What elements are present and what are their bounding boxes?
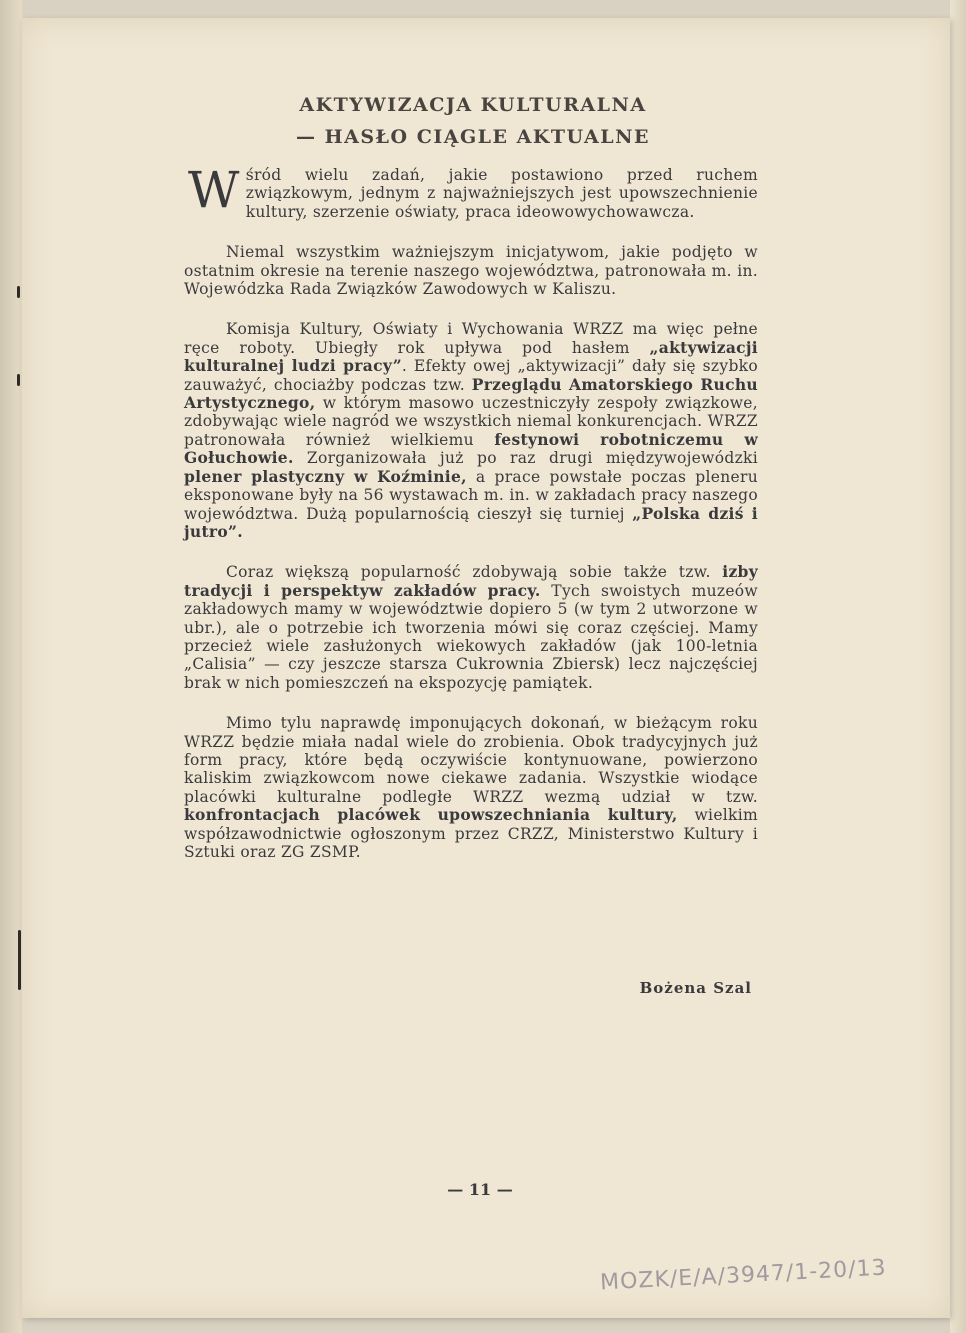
drop-cap: W (188, 161, 240, 219)
binding-mark (17, 286, 20, 298)
bold-run: „aktywizacji kulturalnej ludzi pracy” (184, 337, 758, 376)
bold-run: festynowi robotniczemu w Gołuchowie. (184, 429, 758, 468)
text-run: Komisja Kultury, Oświaty i Wychowania WRZZ ma więc pełne ręce roboty. Ubiegły rok upływa pod hasłem (184, 320, 758, 357)
title-line-2: — HASŁO CIĄGLE AKTUALNE (296, 126, 650, 148)
bold-run: „Polska dziś i jutro”. (184, 503, 758, 541)
paragraph-1 (184, 161, 758, 221)
article-body (184, 161, 758, 883)
paragraph-3 (184, 320, 758, 541)
page-edge (950, 0, 966, 1333)
page-number: — 11 — (447, 1180, 513, 1199)
paragraph-1-text: śród wielu zadań, jakie postawiono przed ruchem związkowym, jednym z najważniejszych jest upowszechnienie kultury, szerzenie oświaty, praca ideowowychowawcza. (245, 166, 758, 221)
binding-mark (17, 374, 20, 386)
author-signature: Bożena Szal (639, 979, 752, 997)
text-run: Mimo tylu naprawdę imponujących dokonań, w bieżącym roku WRZZ będzie miała nadal wiele do zrobienia. Obok tradycyjnych już form pracy, które będą oczywiście kontynuowane, powierzono kaliskim związkowcom nowe ciekawe zadania. Wszystkie wiodące placówki kulturalne podległe WRZZ wezmą udział w tzw. (184, 714, 758, 806)
bold-run: plener plastyczny w Koźminie, (184, 466, 467, 486)
title-line-1: AKTYWIZACJA KULTURALNA (299, 94, 647, 116)
archive-signature: MOZK/E/A/3947/1-20/13 (599, 1255, 888, 1296)
paragraph-4 (184, 563, 758, 692)
bold-run: izby tradycji i perspektyw zakładów pracy. (184, 562, 758, 600)
text-run: . Efekty owej „aktywizacji” dały się szybko zauważyć, chociażby podczas tzw. (184, 357, 758, 394)
text-run: Tych swoistych muzeów zakładowych mamy w województwie dopiero 5 (w tym 2 utworzone w ubr.), ale o potrzebie ich tworzenia mówi się coraz częściej. Mamy przecież wiele zasłużonych wiekowych zakładów (jak 100-letnia „Calisia” — czy jeszcze starsza Cukrownia Zbiersk) lecz najczęściej brak w nich pomieszczeń na ekspozycję pamiątek. (184, 581, 758, 692)
text-run: w którym masowo uczestniczyły zespoły związkowe, zdobywając wiele nagród we wszystkich niemal konkurencjach. WRZZ patronowała również wielkiemu (184, 394, 758, 449)
bold-run: Przeglądu Amatorskiego Ruchu Artystycznego, (184, 374, 758, 413)
binding-mark (18, 930, 21, 990)
article-title (180, 89, 766, 153)
paragraph-5 (184, 714, 758, 861)
text-run: wielkim współzawodnictwie ogłoszonym przez CRZZ, Ministerstwo Kultury i Sztuki oraz ZG ZSMP. (184, 806, 758, 861)
text-run: a prace powstałe poczas pleneru eksponowane były na 56 wystawach m. in. w zakładach pracy naszego województwa. Dużą popularnością cieszył się turniej (184, 467, 758, 523)
paragraph-2: Niemal wszystkim ważniejszym inicjatywom, jakie podjęto w ostatnim okresie na terenie naszego województwa, patronowała m. in. Wojewódzka Rada Związków Zawodowych w Kaliszu. (184, 243, 758, 299)
bold-run: konfrontacjach placówek upowszechniania kultury, (184, 805, 678, 825)
page-gutter-shadow (0, 0, 22, 1333)
text-run: Zorganizowała już po raz drugi międzywojewódzki (293, 449, 758, 468)
text-run: Coraz większą popularność zdobywają sobie także tzw. (226, 563, 723, 582)
